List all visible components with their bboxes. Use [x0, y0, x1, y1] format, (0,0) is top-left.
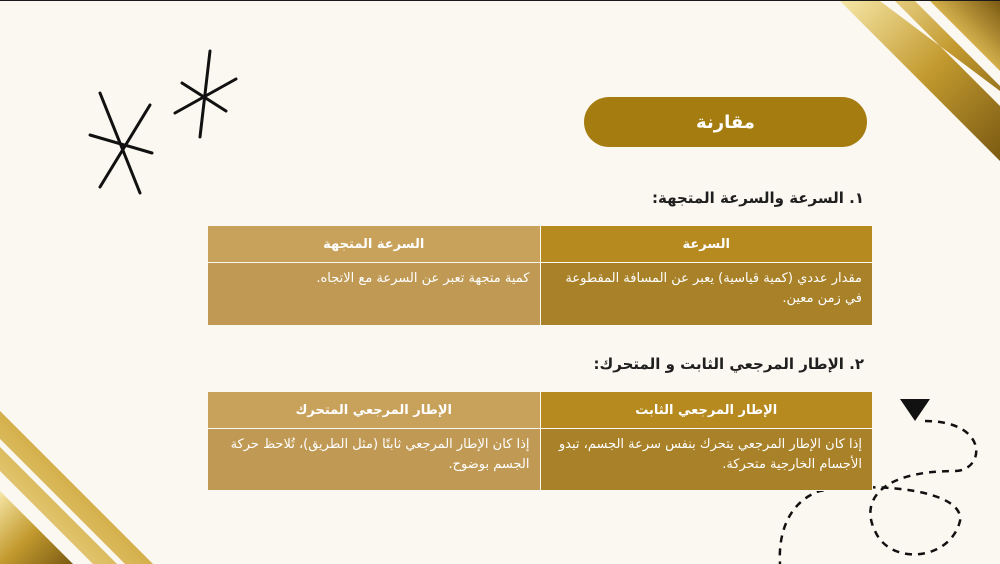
table-cell: إذا كان الإطار المرجعي يتحرك بنفس سرعة الجسم، تبدو الأجسام الخارجية متحركة. — [540, 429, 873, 491]
corner-decoration-bottom-left — [0, 411, 153, 564]
section-2-heading: ٢. الإطار المرجعي الثابت و المتحرك: — [593, 355, 864, 373]
section-1-heading: ١. السرعة والسرعة المتجهة: — [651, 189, 864, 207]
arrow-head-icon — [900, 399, 930, 421]
table-row — [208, 263, 873, 326]
table-header-row — [208, 392, 873, 429]
title-pill-label: مقارنة — [696, 111, 755, 133]
table-cell: إذا كان الإطار المرجعي ثابتًا (مثل الطريق)، تُلاحظ حركة الجسم بوضوح. — [208, 429, 541, 491]
sparkle-icon — [90, 51, 236, 193]
table-header-cell: السرعة المتجهة — [208, 226, 541, 263]
comparison-table-speed — [207, 225, 873, 326]
table-row — [208, 429, 873, 491]
table-header-cell: الإطار المرجعي الثابت — [540, 392, 873, 429]
table-header-row — [208, 226, 873, 263]
table-cell: كمية متجهة تعبر عن السرعة مع الاتجاه. — [208, 263, 541, 326]
comparison-table-frame — [207, 391, 873, 491]
table-header-cell: الإطار المرجعي المتحرك — [208, 392, 541, 429]
table-cell: مقدار عددي (كمية قياسية) يعبر عن المسافة المقطوعة في زمن معين. — [540, 263, 873, 326]
title-pill — [584, 97, 867, 147]
corner-decoration-top-right — [840, 1, 1000, 161]
table-header-cell: السرعة — [540, 226, 873, 263]
